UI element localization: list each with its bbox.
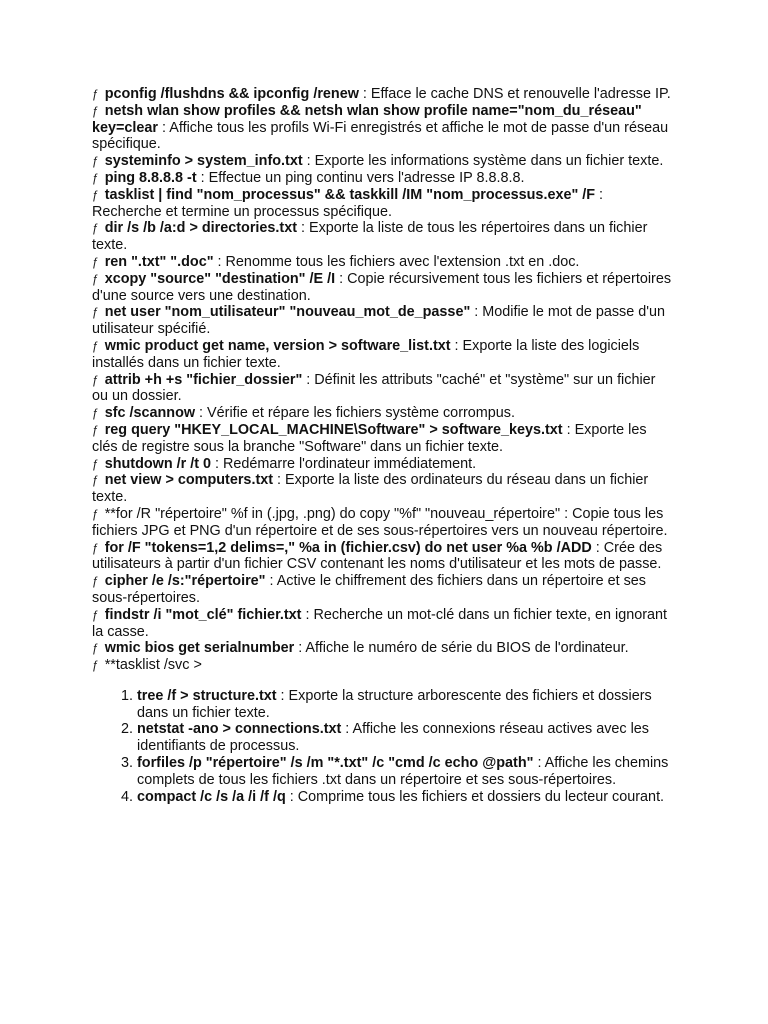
bullet-glyph: ƒ [92,607,99,622]
command-text: tasklist | find "nom_processus" && taskkill /IM "nom_processus.exe" /F [104,186,596,203]
command-description: **for /R "répertoire" %f in (.jpg, .png) do copy "%f" "nouveau_répertoire" : Copie tous les fichiers JPG et PNG d'un répertoire et de ses sous-répertoires vers un nouveau répertoire. [92,505,668,539]
command-description: : Redémarre l'ordinateur immédiatement. [211,455,477,472]
command-text: reg query "HKEY_LOCAL_MACHINE\Software" > software_keys.txt [104,421,563,438]
bullet-glyph: ƒ [92,473,99,488]
command-text: pconfig /flushdns && ipconfig /renew [104,86,359,102]
bullet-glyph: ƒ [92,170,99,185]
command-text: tree /f > structure.txt [137,687,277,704]
command-text: wmic product get name, version > software_list.txt [104,337,451,354]
command-text: net user "nom_utilisateur" "nouveau_mot_de_passe" [104,304,471,321]
command-text: wmic bios get serialnumber [104,640,295,657]
command-entry [92,304,674,338]
command-entry [92,271,674,305]
command-entry [92,338,674,372]
command-entry [92,153,674,170]
bullet-glyph: ƒ [92,187,99,202]
command-text: cipher /e /s:"répertoire" [104,573,266,590]
command-entry [92,187,674,221]
command-text: shutdown /r /t 0 [104,455,212,472]
command-entry [92,86,674,103]
bullet-glyph: ƒ [92,641,99,656]
command-description: **tasklist /svc > [104,657,202,674]
bullet-glyph: ƒ [92,506,99,521]
command-description: : Effectue un ping continu vers l'adresse IP 8.8.8.8. [196,169,525,186]
command-description: : Crée des utilisateurs à partir d'un fichier CSV contenant les noms d'utilisateur et les mots de passe. [92,539,663,573]
command-text: forfiles /p "répertoire" /s /m "*.txt" /c "cmd /c echo @path" [137,755,534,772]
command-text: net view > computers.txt [104,472,274,489]
command-text: for /F "tokens=1,2 delims=," %a in (fichier.csv) do net user %a %b /ADD [104,539,592,556]
numbered-command-item [137,721,674,755]
command-entry [92,607,674,641]
command-entry [92,422,674,456]
command-list [92,86,674,674]
bullet-glyph: ƒ [92,456,99,471]
command-text: dir /s /b /a:d > directories.txt [104,220,298,237]
bullet-glyph: ƒ [92,372,99,387]
numbered-command-item [137,789,674,806]
command-text: ren ".txt" ".doc" [104,253,214,270]
command-description: : Affiche les connexions réseau actives avec les identifiants de processus. [137,721,650,755]
command-entry [92,573,674,607]
command-description: : Exporte les informations système dans un fichier texte. [302,153,664,170]
command-entry [92,405,674,422]
command-description: : Recherche un mot-clé dans un fichier texte, en ignorant la casse. [92,606,668,640]
numbered-command-item [137,755,674,789]
bullet-glyph: ƒ [92,406,99,421]
command-description: : Exporte la liste des ordinateurs du réseau dans un fichier texte. [92,472,649,506]
numbered-command-list [92,688,674,806]
bullet-glyph: ƒ [92,154,99,169]
command-entry [92,506,674,540]
command-entry [92,456,674,473]
command-text: ping 8.8.8.8 -t [104,169,197,186]
command-entry [92,220,674,254]
command-description: : Efface le cache DNS et renouvelle l'adresse IP. [358,86,671,102]
command-entry [92,657,674,674]
command-entry [92,472,674,506]
command-text: netsh wlan show profiles && netsh wlan show profile name="nom_du_réseau" key=clear [92,102,642,136]
command-description: : Active le chiffrement des fichiers dans un répertoire et ses sous-répertoires. [92,573,646,606]
command-description: : Modifie le mot de passe d'un utilisateur spécifié. [92,304,665,338]
command-entry [92,103,674,153]
bullet-glyph: ƒ [92,254,99,269]
command-description: : Copie récursivement tous les fichiers et répertoires d'une source vers une destination. [92,270,672,304]
command-text: netstat -ano > connections.txt [137,721,342,738]
command-text: attrib +h +s "fichier_dossier" [104,371,303,388]
command-entry [92,372,674,406]
command-description: : Exporte la structure arborescente des fichiers et dossiers dans un fichier texte. [137,687,652,721]
command-entry [92,170,674,187]
command-description: : Comprime tous les fichiers et dossiers du lecteur courant. [285,788,665,805]
command-description: : Affiche les chemins complets de tous les fichiers .txt dans un répertoire et ses sous-répertoires. [137,755,669,788]
command-description: : Vérifie et répare les fichiers système corrompus. [195,405,515,422]
command-description: : Exporte la liste des logiciels installés dans un fichier texte. [92,337,640,371]
command-text: systeminfo > system_info.txt [104,153,303,170]
bullet-glyph: ƒ [92,658,99,673]
command-description: : Définit les attributs "caché" et "système" sur un fichier ou un dossier. [92,371,656,405]
numbered-command-item [137,688,674,722]
command-description: : Renomme tous les fichiers avec l'extension .txt en .doc. [213,253,580,270]
bullet-glyph: ƒ [92,221,99,236]
bullet-glyph: ƒ [92,574,99,589]
command-description: : Recherche et termine un processus spécifique. [92,186,604,220]
command-text: xcopy "source" "destination" /E /I [104,270,336,287]
bullet-glyph: ƒ [92,540,99,555]
command-entry [92,254,674,271]
bullet-glyph: ƒ [92,338,99,353]
bullet-glyph: ƒ [92,305,99,320]
bullet-glyph: ƒ [92,103,99,118]
bullet-glyph: ƒ [92,422,99,437]
command-text: compact /c /s /a /i /f /q [137,788,286,805]
bullet-glyph: ƒ [92,271,99,286]
command-description: : Affiche le numéro de série du BIOS de l'ordinateur. [294,640,629,657]
command-text: sfc /scannow [104,405,196,422]
bullet-glyph: ƒ [92,87,99,101]
command-text: findstr /i "mot_clé" fichier.txt [104,606,302,623]
command-description: : Exporte les clés de registre sous la branche "Software" dans un fichier texte. [92,421,647,455]
command-entry [92,540,674,574]
command-entry [92,640,674,657]
command-description: : Exporte la liste de tous les répertoires dans un fichier texte. [92,220,648,254]
command-description: : Affiche tous les profils Wi-Fi enregistrés et affiche le mot de passe d'un réseau spécifique. [92,119,669,153]
document-page [92,86,674,805]
